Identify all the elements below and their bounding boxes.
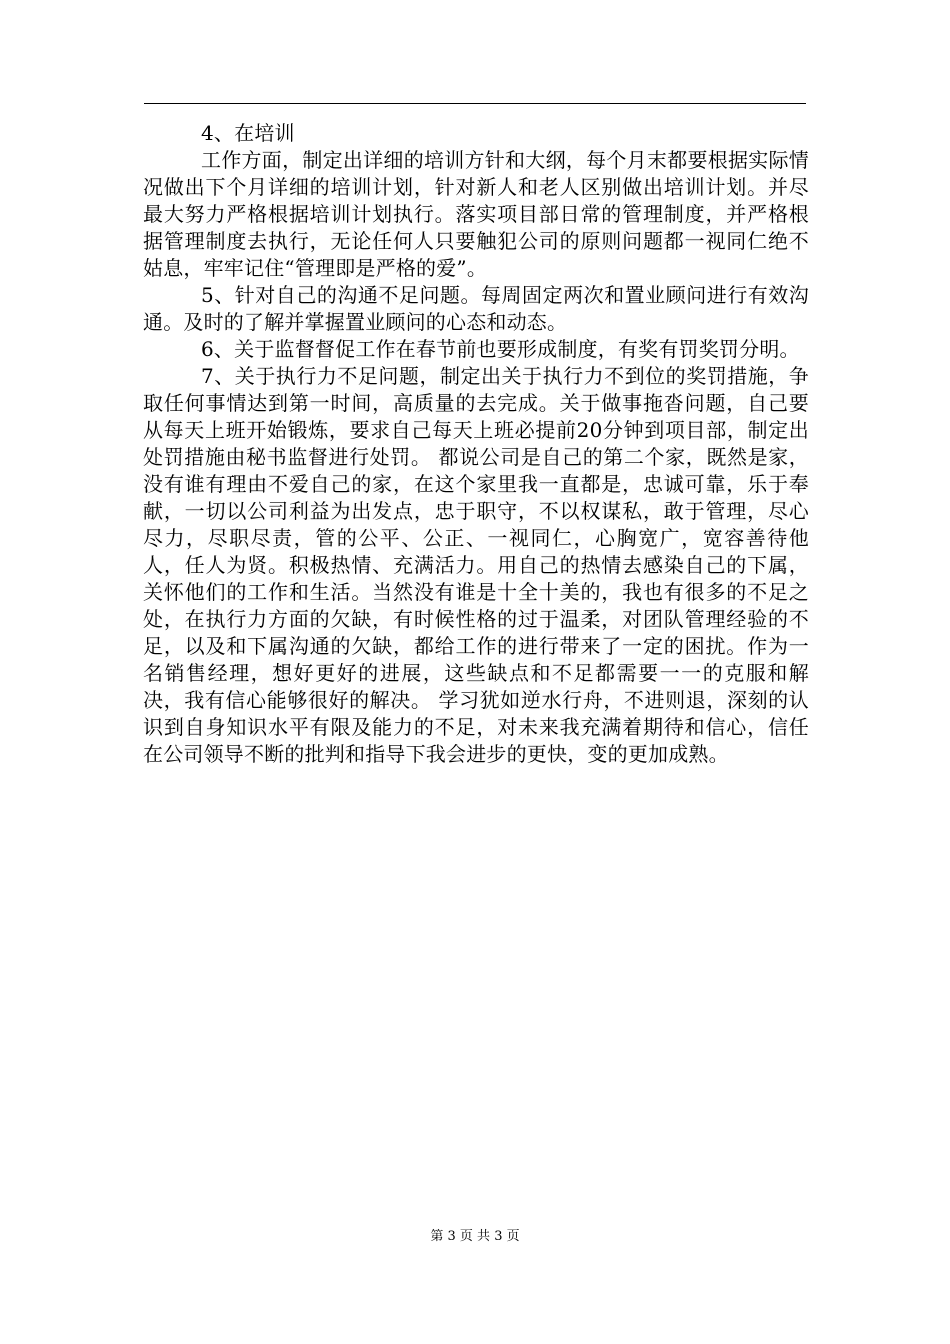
document-body xyxy=(143,120,809,768)
paragraph-training-heading: 4、在培训 xyxy=(201,121,295,145)
paragraph-training-plan: 工作方面，制定出详细的培训方针和大纲，每个月末都要根据实际情况做出下个月详细的培训计划，针对新人和老人区别做出培训计划。并尽最大努力严格根据培训计划执行。落实项目部日常的管理制度，并严格根据管理制度去执行，无论任何人只要触犯公司的原则问题都一视同仁绝不姑息，牢牢记住“管理即是严格的爱”。 xyxy=(143,148,809,280)
header-rule xyxy=(144,103,806,104)
paragraph-supervision: 6、关于监督督促工作在春节前也要形成制度，有奖有罚奖罚分明。 xyxy=(201,337,800,361)
paragraph-execution: 7、关于执行力不足问题，制定出关于执行力不到位的奖罚措施，争取任何事情达到第一时间，高质量的去完成。关于做事拖沓问题，自己要从每天上班开始锻炼，要求自己每天上班必提前20分钟到项目部，制定出处罚措施由秘书监督进行处罚。 都说公司是自己的第二个家，既然是家，没有谁有理由不爱自己的家，在这个家里我一直都是，忠诚可靠，乐于奉献，一切以公司利益为出发点，忠于职守，不以权谋私，敢于管理，尽心尽力，尽职尽责，管的公平、公正、一视同仁，心胸宽广，宽容善待他人，任人为贤。积极热情、充满活力。用自己的热情去感染自己的下属，关怀他们的工作和生活。当然没有谁是十全十美的，我也有很多的不足之处，在执行力方面的欠缺，有时候性格的过于温柔，对团队管理经验的不足，以及和下属沟通的欠缺，都给工作的进行带来了一定的困扰。作为一名销售经理，想好更好的进展，这些缺点和不足都需要一一的克服和解决，我有信心能够很好的解决。 学习犹如逆水行舟，不进则退，深刻的认识到自身知识水平有限及能力的不足，对未来我充满着期待和信心，信任在公司领导不断的批判和指导下我会进步的更快，变的更加成熟。 xyxy=(143,364,809,766)
page-footer: 第 3 页 共 3 页 xyxy=(430,1229,520,1244)
paragraph-communication: 5、针对自己的沟通不足问题。每周固定两次和置业顾问进行有效沟通。及时的了解并掌握置业顾问的心态和动态。 xyxy=(143,283,809,334)
